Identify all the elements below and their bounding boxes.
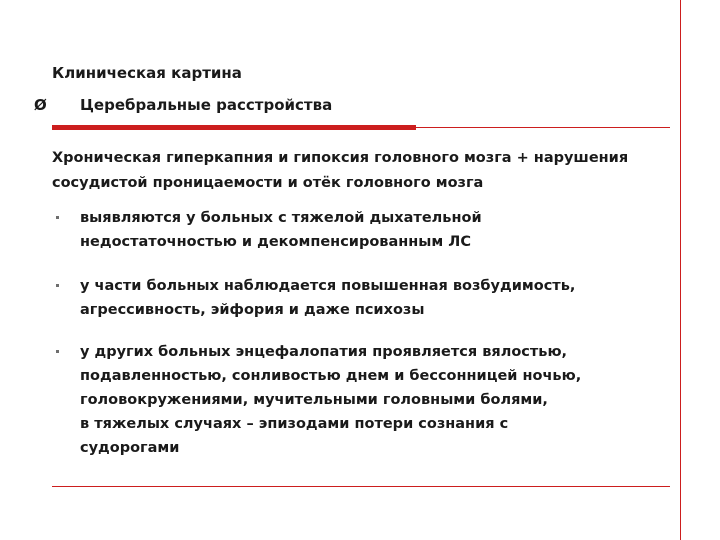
footer-divider-line [52, 486, 670, 487]
bullet-dot-icon [56, 350, 59, 353]
arrow-bullet-icon: Ø [34, 96, 47, 114]
list-item-text: выявляются у больных с тяжелой дыхательной недостаточностью и декомпенсированным ЛС [80, 210, 482, 250]
intro-paragraph: Хроническая гиперкапния и гипоксия головного мозга + нарушения сосудистой проницаемости и отёк головного мозга [52, 150, 629, 191]
subtitle: Церебральные расстройства [80, 96, 333, 114]
bullet-dot-icon [56, 216, 59, 219]
slide-title: Клиническая картина [52, 64, 242, 82]
header-accent-bar [52, 125, 416, 130]
list-item-text: у других больных энцефалопатия проявляется вялостью, подавленностью, сонливостью днем и бессонницей ночью, головокружениями, мучительными головными болями, в тяжелых случаях – эпизодами потери сознания с судорогами [80, 344, 582, 456]
right-vertical-rule [680, 0, 681, 540]
bullet-dot-icon [56, 284, 59, 287]
list-item-text: у части больных наблюдается повышенная возбудимость, агрессивность, эйфория и даже психозы [80, 278, 576, 318]
